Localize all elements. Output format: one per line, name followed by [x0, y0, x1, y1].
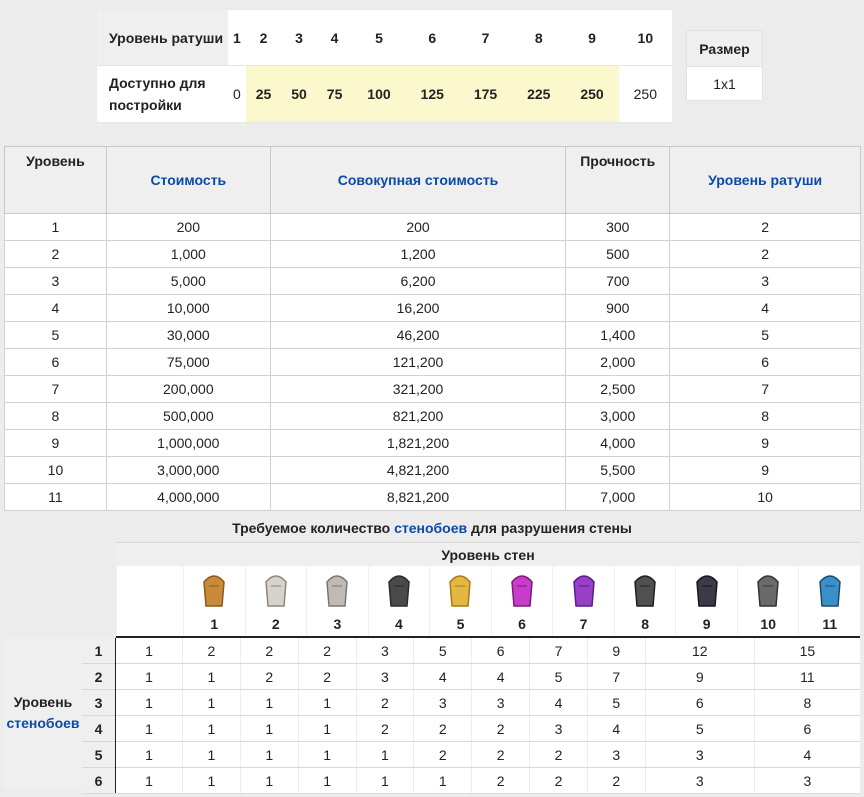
count-cell: 1	[116, 716, 183, 742]
table-row	[82, 690, 860, 716]
table-cell: 200	[106, 214, 270, 241]
th-level-cell: 6	[406, 10, 459, 66]
table-cell: 1,000,000	[106, 430, 270, 457]
count-cell: 1	[356, 742, 414, 768]
wall-level-9-icon	[694, 572, 720, 611]
count-cell: 1	[183, 768, 241, 794]
available-to-build-label: Доступно для постройки	[97, 66, 228, 123]
wall-breakers-link[interactable]: стенобоев	[394, 520, 468, 536]
table-cell: 5,500	[566, 457, 670, 484]
count-cell: 1	[183, 664, 241, 690]
table-cell: 2,000	[566, 349, 670, 376]
count-cell: 2	[472, 742, 530, 768]
count-cell: 1	[116, 768, 183, 794]
table-row	[5, 484, 861, 511]
table-cell: 3	[5, 268, 107, 295]
th-level-cell: 5	[352, 10, 405, 66]
count-cell: 2	[356, 716, 414, 742]
table-cell: 321,200	[270, 376, 566, 403]
count-cell: 1	[183, 690, 241, 716]
town-hall-level-header-link[interactable]: Уровень ратуши	[670, 147, 861, 214]
count-cell: 2	[240, 664, 298, 690]
count-cell: 2	[587, 768, 645, 794]
count-cell: 1	[183, 716, 241, 742]
table-cell: 6,200	[270, 268, 566, 295]
count-cell: 3	[645, 768, 754, 794]
total-cost-header-link[interactable]: Совокупная стоимость	[270, 147, 566, 214]
table-cell: 6	[670, 349, 861, 376]
table-cell: 8	[670, 403, 861, 430]
table-cell: 6	[5, 349, 107, 376]
table-row	[82, 638, 860, 664]
wall-breaker-level-cell: 6	[82, 768, 116, 794]
wall-level-number: 7	[579, 616, 588, 632]
count-cell: 2	[298, 638, 356, 664]
th-level-cell: 2	[246, 10, 282, 66]
table-cell: 7	[5, 376, 107, 403]
size-label: Размер	[687, 31, 763, 67]
wall-level-number: 10	[760, 616, 776, 632]
table-cell: 2	[670, 241, 861, 268]
count-cell: 2	[356, 690, 414, 716]
count-cell: 2	[472, 768, 530, 794]
th-level-cell: 7	[459, 10, 512, 66]
table-row	[5, 268, 861, 295]
wall-level-column	[368, 566, 430, 636]
wall-breaker-level-cell: 4	[82, 716, 116, 742]
table-cell: 4,821,200	[270, 457, 566, 484]
wall-level-column	[798, 566, 860, 636]
table-row	[5, 430, 861, 457]
count-cell: 6	[754, 716, 860, 742]
count-cell: 4	[530, 690, 588, 716]
wallbreaker-table-title	[0, 520, 864, 536]
count-cell: 9	[645, 664, 754, 690]
icon-cell-empty	[116, 566, 183, 636]
table-cell: 10	[5, 457, 107, 484]
wall-level-2-icon	[263, 572, 289, 611]
wall-level-number: 8	[641, 616, 649, 632]
count-cell: 15	[754, 638, 860, 664]
count-cell: 1	[116, 664, 183, 690]
wall-level-header: Уровень стен	[116, 542, 860, 567]
count-cell: 1	[116, 690, 183, 716]
table-cell: 9	[670, 457, 861, 484]
wall-level-number: 2	[271, 616, 280, 632]
count-cell: 3	[356, 638, 414, 664]
wall-level-5-icon	[447, 572, 473, 611]
table-row	[5, 349, 861, 376]
count-cell: 5	[645, 716, 754, 742]
count-cell: 6	[472, 638, 530, 664]
count-cell: 6	[645, 690, 754, 716]
count-cell: 4	[587, 716, 645, 742]
table-cell: 300	[566, 214, 670, 241]
count-cell: 1	[116, 638, 183, 664]
table-row	[82, 742, 860, 768]
wall-level-column	[737, 566, 799, 636]
table-cell: 10	[670, 484, 861, 511]
wall-level-7-icon	[571, 572, 597, 611]
count-cell: 3	[356, 664, 414, 690]
count-cell: 250	[565, 66, 618, 123]
side-wall-breakers-link[interactable]: стенобоев	[6, 715, 80, 731]
wall-levels-table	[4, 146, 861, 511]
size-table	[686, 30, 763, 101]
availability-header-row	[97, 10, 672, 66]
th-level-cell: 8	[512, 10, 565, 66]
count-cell: 12	[645, 638, 754, 664]
table-cell: 2	[670, 214, 861, 241]
side-label-text: Уровень	[13, 694, 73, 710]
wall-level-number: 3	[333, 616, 342, 632]
table-cell: 1,000	[106, 241, 270, 268]
table-cell: 9	[670, 430, 861, 457]
count-cell: 1	[240, 716, 298, 742]
table-cell: 1,200	[270, 241, 566, 268]
table-cell: 46,200	[270, 322, 566, 349]
count-cell: 8	[754, 690, 860, 716]
count-cell: 2	[240, 638, 298, 664]
count-cell: 2	[472, 716, 530, 742]
table-cell: 1,821,200	[270, 430, 566, 457]
count-cell: 2	[298, 664, 356, 690]
wall-level-1-icon	[201, 572, 227, 611]
wall-level-column	[245, 566, 307, 636]
wall-level-number: 9	[702, 616, 711, 632]
count-cell: 3	[645, 742, 754, 768]
table-cell: 2,500	[566, 376, 670, 403]
count-cell: 1	[240, 768, 298, 794]
count-cell: 2	[183, 638, 241, 664]
count-cell: 11	[754, 664, 860, 690]
hitpoints-header: Прочность	[566, 147, 670, 214]
size-value: 1x1	[687, 67, 763, 101]
table-cell: 16,200	[270, 295, 566, 322]
wall-level-column	[675, 566, 737, 636]
table-cell: 75,000	[106, 349, 270, 376]
count-cell: 3	[587, 742, 645, 768]
table-cell: 500	[566, 241, 670, 268]
wall-level-column	[429, 566, 491, 636]
title-text-pre: Требуемое количество	[232, 520, 395, 536]
table-cell: 4	[670, 295, 861, 322]
table-cell: 900	[566, 295, 670, 322]
table-row	[82, 664, 860, 690]
count-cell: 1	[298, 690, 356, 716]
count-cell: 250	[619, 66, 672, 123]
table-cell: 4,000	[566, 430, 670, 457]
wall-level-4-icon	[386, 572, 412, 611]
levels-header-row	[5, 147, 861, 214]
wall-level-8-icon	[632, 572, 658, 611]
wall-level-number: 1	[210, 616, 219, 632]
count-cell: 1	[414, 768, 472, 794]
table-cell: 3,000	[566, 403, 670, 430]
wall-level-number: 4	[395, 616, 403, 632]
table-cell: 5,000	[106, 268, 270, 295]
table-row	[5, 214, 861, 241]
wall-breaker-level-cell: 5	[82, 742, 116, 768]
availability-count-row	[97, 66, 672, 123]
divider	[115, 638, 116, 792]
count-cell: 1	[240, 690, 298, 716]
count-cell: 7	[587, 664, 645, 690]
table-cell: 5	[5, 322, 107, 349]
table-cell: 30,000	[106, 322, 270, 349]
th-level-cell: 4	[317, 10, 353, 66]
table-row	[5, 295, 861, 322]
count-cell: 50	[281, 66, 317, 123]
count-cell: 100	[352, 66, 405, 123]
wall-level-column	[614, 566, 676, 636]
th-level-cell: 10	[619, 10, 672, 66]
table-row	[5, 241, 861, 268]
table-cell: 5	[670, 322, 861, 349]
table-cell: 10,000	[106, 295, 270, 322]
table-cell: 2	[5, 241, 107, 268]
count-cell: 75	[317, 66, 353, 123]
wall-breaker-level-cell: 3	[82, 690, 116, 716]
wall-breaker-level-cell: 2	[82, 664, 116, 690]
wall-icons-row	[116, 566, 860, 636]
wall-breaker-level-cell: 1	[82, 638, 116, 664]
count-cell: 3	[472, 690, 530, 716]
count-cell: 0	[228, 66, 246, 123]
wall-level-column	[306, 566, 368, 636]
wall-level-6-icon	[509, 572, 535, 611]
table-cell: 1	[5, 214, 107, 241]
count-cell: 125	[406, 66, 459, 123]
count-cell: 4	[472, 664, 530, 690]
table-cell: 8,821,200	[270, 484, 566, 511]
table-cell: 3,000,000	[106, 457, 270, 484]
wall-breaker-level-side-label	[4, 638, 82, 788]
wall-level-3-icon	[324, 572, 350, 611]
count-cell: 3	[754, 768, 860, 794]
wall-level-number: 11	[822, 616, 838, 632]
count-cell: 25	[246, 66, 282, 123]
count-cell: 225	[512, 66, 565, 123]
availability-table	[97, 10, 672, 123]
count-cell: 2	[530, 742, 588, 768]
count-cell: 4	[754, 742, 860, 768]
title-text-post: для разрушения стены	[467, 520, 632, 536]
table-cell: 821,200	[270, 403, 566, 430]
count-cell: 1	[183, 742, 241, 768]
table-row	[5, 322, 861, 349]
table-cell: 11	[5, 484, 107, 511]
table-cell: 8	[5, 403, 107, 430]
count-cell: 1	[298, 768, 356, 794]
count-cell: 7	[530, 638, 588, 664]
table-cell: 200	[270, 214, 566, 241]
table-cell: 4,000,000	[106, 484, 270, 511]
table-row	[82, 768, 860, 794]
table-cell: 4	[5, 295, 107, 322]
wall-level-column	[552, 566, 614, 636]
count-cell: 1	[298, 716, 356, 742]
count-cell: 3	[414, 690, 472, 716]
count-cell: 175	[459, 66, 512, 123]
wall-level-10-icon	[755, 572, 781, 611]
count-cell: 2	[530, 768, 588, 794]
count-cell: 1	[116, 742, 183, 768]
th-level-cell: 9	[565, 10, 618, 66]
table-row	[5, 403, 861, 430]
wall-level-11-icon	[817, 572, 843, 611]
table-cell: 9	[5, 430, 107, 457]
count-cell: 5	[414, 638, 472, 664]
count-cell: 2	[414, 716, 472, 742]
table-cell: 7,000	[566, 484, 670, 511]
th-level-cell: 1	[228, 10, 246, 66]
count-cell: 2	[414, 742, 472, 768]
wall-level-number: 5	[456, 616, 465, 632]
count-cell: 1	[240, 742, 298, 768]
wall-level-column	[183, 566, 245, 636]
town-hall-level-label: Уровень ратуши	[97, 10, 228, 66]
count-cell: 5	[530, 664, 588, 690]
table-cell: 1,400	[566, 322, 670, 349]
count-cell: 3	[530, 716, 588, 742]
table-cell: 7	[670, 376, 861, 403]
table-cell: 121,200	[270, 349, 566, 376]
table-cell: 3	[670, 268, 861, 295]
table-row	[82, 716, 860, 742]
wall-level-column	[491, 566, 553, 636]
count-cell: 1	[298, 742, 356, 768]
count-cell: 4	[414, 664, 472, 690]
wallbreaker-count-table	[82, 638, 860, 794]
count-cell: 9	[587, 638, 645, 664]
table-cell: 200,000	[106, 376, 270, 403]
cost-header-link[interactable]: Стоимость	[106, 147, 270, 214]
table-row	[5, 457, 861, 484]
wall-level-number: 6	[518, 616, 526, 632]
table-cell: 500,000	[106, 403, 270, 430]
count-cell: 5	[587, 690, 645, 716]
th-level-cell: 3	[281, 10, 317, 66]
level-header: Уровень	[5, 147, 107, 214]
count-cell: 1	[356, 768, 414, 794]
table-row	[5, 376, 861, 403]
table-cell: 700	[566, 268, 670, 295]
